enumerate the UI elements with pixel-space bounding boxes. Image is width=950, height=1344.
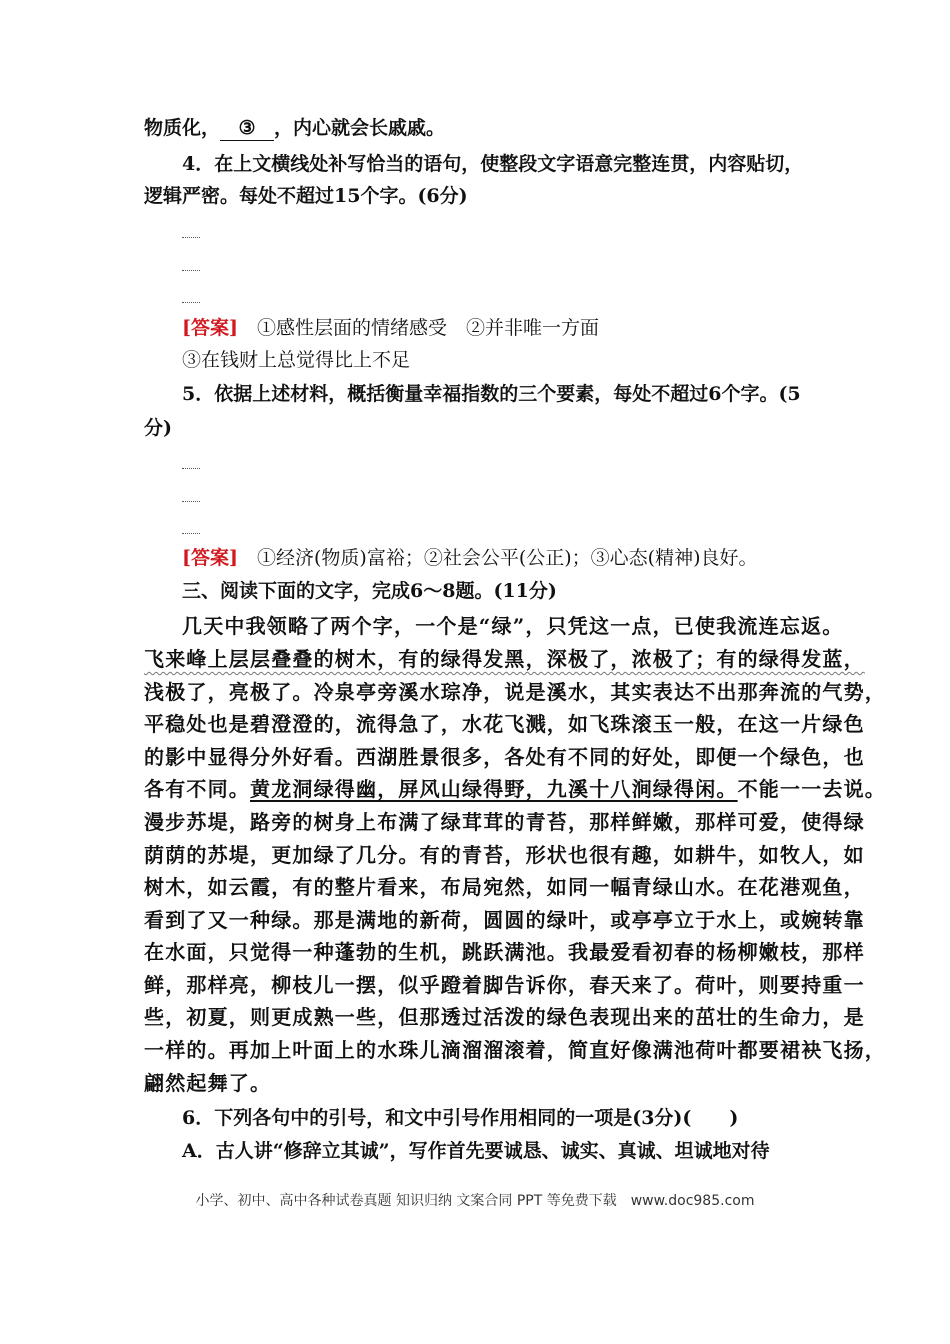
answer-5-line [182, 546, 757, 570]
passage-segment: 各有不同。 [144, 777, 250, 801]
passage-line: 翩然起舞了。 [144, 1071, 272, 1095]
passage-line: 浅极了，亮极了。冷泉亭旁溪水琮净，说是溪水，其实表达不出那奔流的气势， [144, 680, 886, 704]
answer-5-text: ①经济(物质)富裕；②社会公平(公正)；③心态(精神)良好。 [257, 547, 758, 569]
question-5-line-1: 5．依据上述材料，概括衡量幸福指数的三个要素，每处不超过6个字。(5 [182, 383, 801, 405]
page-footer: 小学、初中、高中各种试卷真题 知识归纳 文案合同 PPT 等免费下载 www.doc985.com [195, 1193, 755, 1209]
answer-blank-line [182, 237, 200, 238]
answer-tag: [答案] [182, 317, 238, 339]
wavy-underlined-text: 飞来峰上层层叠叠的树木，有的绿得发黑，深极了，浓极了；有的绿得发蓝， [144, 647, 865, 671]
passage-line: 荫荫的苏堤，更加绿了几分。有的青苔，形状也很有趣，如耕牛，如牧人，如 [144, 843, 865, 867]
passage-line: 在水面，只觉得一种蓬勃的生机，跳跃满池。我最爱看初春的杨柳嫩枝，那样 [144, 940, 865, 964]
question-6-option-a: A．古人讲“修辞立其诚”，写作首先要诚恳、诚实、真诚、坦诚地对待 [182, 1140, 770, 1162]
blank-3: ③ [220, 116, 274, 141]
answer-4-line-2: ③在钱财上总觉得比上不足 [182, 349, 411, 371]
question-4-line-1: 4．在上文横线处补写恰当的语句，使整段文字语意完整连贯，内容贴切， [182, 153, 804, 175]
top-prefix: 物质化， [144, 117, 221, 139]
answer-tag: [答案] [182, 547, 238, 569]
answer-blank-line [182, 501, 200, 502]
passage-line: 漫步苏堤，路旁的树身上布满了绿茸茸的青苔，那样鲜嫩，那样可爱，使得绿 [144, 810, 865, 834]
answer-blank-line [182, 302, 200, 303]
passage-line [144, 647, 865, 671]
underlined-sentence: 黄龙洞绿得幽，屏风山绿得野，九溪十八涧绿得闲。 [250, 777, 738, 801]
passage-line: 的影中显得分外好看。西湖胜景很多，各处有不同的好处，即便一个绿色，也 [144, 745, 865, 769]
question-4-line-2: 逻辑严密。每处不超过15个字。(6分) [144, 185, 468, 207]
section-3-heading: 三、阅读下面的文字，完成6～8题。(11分) [182, 580, 557, 602]
passage-segment: 不能一一去说。 [737, 777, 887, 801]
passage-line: 些，初夏，则更成熟一些，但那透过活泼的绿色表现出来的茁壮的生命力，是 [144, 1005, 865, 1029]
passage-line: 平稳处也是碧澄澄的，流得急了，水花飞溅，如飞珠滚玉一般，在这一片绿色 [144, 712, 865, 736]
question-6-stem: 6．下列各句中的引号，和文中引号作用相同的一项是(3分)( ) [182, 1107, 739, 1129]
top-suffix: ，内心就会长戚戚。 [274, 117, 446, 139]
answer-blank-line [182, 533, 200, 534]
answer-4-text-1: ①感性层面的情绪感受 ②并非唯一方面 [257, 317, 600, 339]
passage-line: 几天中我领略了两个字，一个是“绿”，只凭这一点，已使我流连忘返。 [182, 614, 844, 638]
answer-blank-line [182, 270, 200, 271]
passage-line: 树木，如云霞，有的整片看来，布局宛然，如同一幅青绿山水。在花港观鱼， [144, 875, 865, 899]
passage-line: 看到了又一种绿。那是满地的新荷，圆圆的绿叶，或亭亭立于水上，或婉转靠 [144, 908, 865, 932]
passage-line [144, 777, 886, 801]
passage-line: 一样的。再加上叶面上的水珠儿滴溜溜滚着，简直好像满池荷叶都要裙袂飞扬， [144, 1038, 886, 1062]
passage-line: 鲜，那样亮，柳枝儿一摆，似乎蹬着脚告诉你，春天来了。荷叶，则要持重一 [144, 973, 865, 997]
question-5-line-2: 分) [144, 417, 172, 439]
top-line [144, 116, 445, 141]
answer-blank-line [182, 468, 200, 469]
answer-4-line-1 [182, 316, 599, 340]
